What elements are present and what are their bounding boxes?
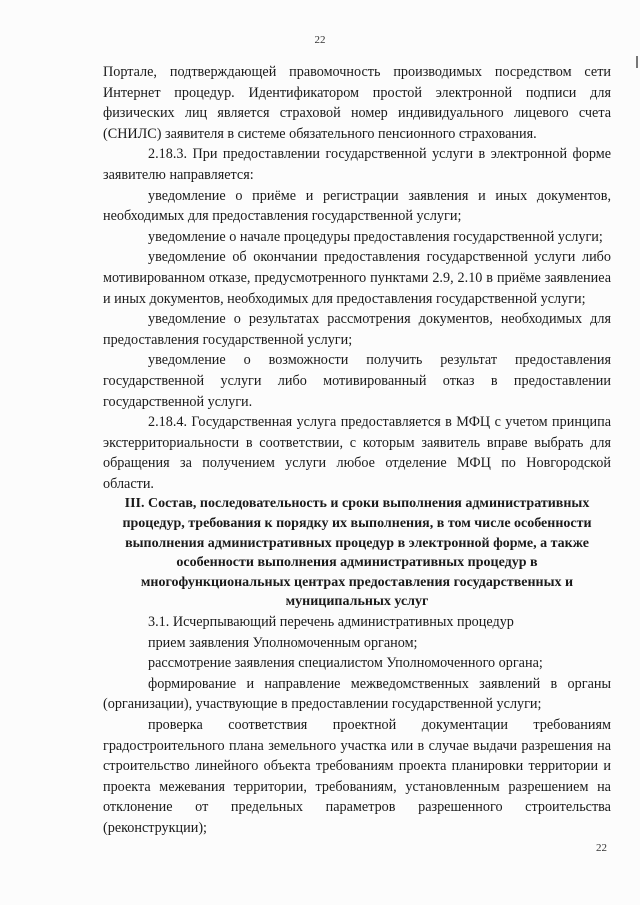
- list-item-notice-end: уведомление об окончании предоставления государственной услуги либо мотивированном отказе, предусмотренного пунктами 2.9, 2.10 в приёме заявлениеа и иных документов, необходимых для предоставления государственной услуги;: [103, 249, 611, 307]
- list-item-notice-start: уведомление о начале процедуры предоставления государственной услуги;: [148, 228, 603, 245]
- page-number-top: 22: [314, 34, 326, 46]
- list-item-procedure-review: рассмотрение заявления специалистом Уполномоченного органа;: [148, 655, 543, 672]
- list-item-procedure-check: проверка соответствия проектной документации требованиям градостроительного плана земельного участка или в случае выдачи разрешения на строительство линейного объекта требованиям проекта планировки территории и проекта межевания территории, требованиям, установленным разрешением на отклонение от предельных параметров разрешенного строительства (реконструкции);: [103, 717, 611, 836]
- list-item-notice-receipt: уведомление о приёме и регистрации заявления и иных документов, необходимых для предоставления государственной услуги;: [103, 187, 611, 225]
- scan-edge-mark: [636, 56, 638, 68]
- paragraph-2-18-4: 2.18.4. Государственная услуга предоставляется в МФЦ с учетом принципа экстерриториальности в соответствии, с которым заявитель вправе выбрать для обращения за получением услуги любое отделение МФЦ по Новгородской области.: [103, 414, 611, 492]
- paragraph-2-18-3: 2.18.3. При предоставлении государственной услуги в электронной форме заявителю направляется:: [103, 146, 611, 183]
- paragraph-3-1: 3.1. Исчерпывающий перечень административных процедур: [148, 614, 514, 631]
- list-item-procedure-intake: прием заявления Уполномоченным органом;: [148, 634, 418, 651]
- section-heading: III. Состав, последовательность и сроки выполнения административных процедур, требования к порядку их выполнения, в том числе особенности выполнения административных процедур в электронной форме, а также особенности выполнения административных процедур в многофункциональных центрах предоставления государственных и муниципальных услуг: [122, 496, 592, 610]
- page-body: [103, 62, 611, 839]
- list-item-notice-review: уведомление о результатах рассмотрения документов, необходимых для предоставления государственной услуги;: [103, 311, 611, 348]
- paragraph-continuation: Портале, подтверждающей правомочность производимых посредством сети Интернет процедур. Идентификатором простой электронной подписи для физических лиц является страховой номер индивидуального лицевого счета (СНИЛС) заявителя в системе обязательного пенсионного страхования.: [103, 64, 611, 142]
- page-number-bottom: 22: [596, 842, 607, 854]
- list-item-procedure-requests: формирование и направление межведомственных заявлений в органы (организации), участвующие в предоставлении государственной услуги;: [103, 675, 611, 713]
- list-item-notice-result: уведомление о возможности получить результат предоставления государственной услуги либо мотивированный отказ в предоставлении государственной услуги.: [103, 352, 611, 410]
